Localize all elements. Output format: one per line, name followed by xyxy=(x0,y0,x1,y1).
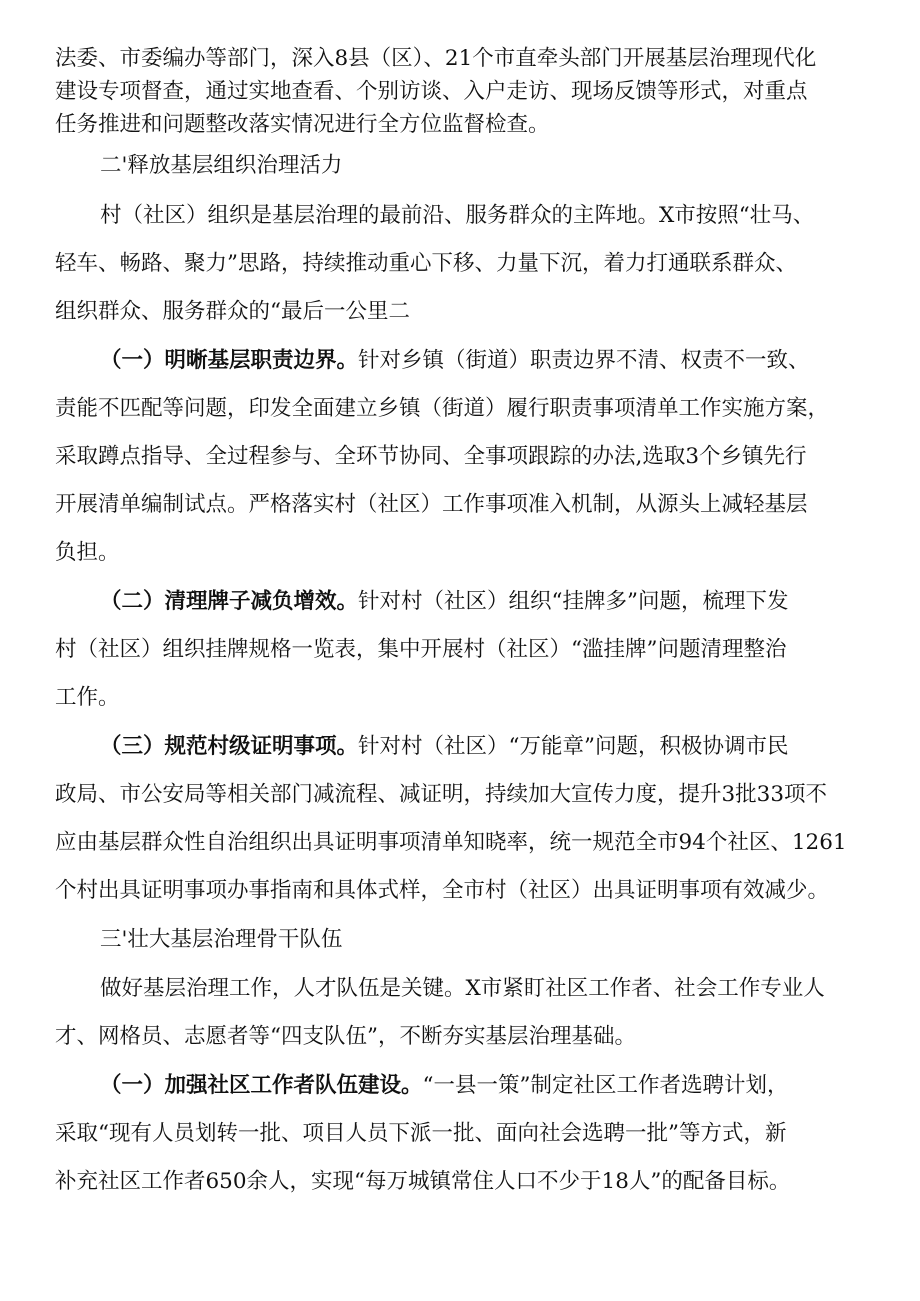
paragraph-line xyxy=(55,297,410,327)
paragraph-line xyxy=(55,780,827,810)
section-heading-text: 三'壮大基层治理骨干队伍 xyxy=(100,927,343,952)
line-text: 政局、市公安局等相关部门减流程、减证明，持续加大宣传力度，提升3批33项不 xyxy=(55,782,828,807)
line-text: 补充社区工作者650余人，实现“每万城镇常住人口不少于18人”的配备目标。 xyxy=(55,1169,791,1194)
line-text: 工作。 xyxy=(55,685,120,710)
paragraph-line xyxy=(55,44,816,74)
paragraph-line xyxy=(55,1119,787,1149)
paragraph-line xyxy=(55,876,829,906)
line-text: 针对村（社区）组织“挂牌多”问题，梳理下发 xyxy=(358,589,789,614)
line-text: 针对乡镇（街道）职责边界不清、权责不一致、 xyxy=(358,348,810,373)
subsection-heading: （二）清理牌子减负增效。 xyxy=(100,589,359,614)
paragraph-line xyxy=(55,77,808,107)
paragraph-line xyxy=(100,587,789,617)
paragraph-line xyxy=(100,201,814,231)
line-text: 个村出具证明事项办事指南和具体式样，全市村（社区）出具证明事项有效减少。 xyxy=(55,878,830,903)
section-heading-text: 二'释放基层组织治理活力 xyxy=(100,153,343,178)
line-text: 做好基层治理工作，人才队伍是关键。X市紧盯社区工作者、社会工作专业人 xyxy=(100,976,825,1001)
line-text: 法委、市委编办等部门，深入8县（区）、21个市直牵头部门开展基层治理现代化 xyxy=(55,46,817,71)
subsection-heading: （一）加强社区工作者队伍建设。 xyxy=(100,1073,423,1098)
paragraph-line xyxy=(55,442,807,472)
paragraph-line xyxy=(100,974,825,1004)
paragraph-line xyxy=(55,249,797,279)
line-text: 责能不匹配等问题，印发全面建立乡镇（街道）履行职责事项清单工作实施方案， xyxy=(55,396,830,421)
line-text: 采取蹲点指导、全过程参与、全环节协同、全事项跟踪的办法,选取3个乡镇先行 xyxy=(55,444,807,469)
paragraph-line xyxy=(55,683,120,713)
line-text: 才、网格员、志愿者等“四支队伍”，不断夯实基层治理基础。 xyxy=(55,1024,636,1049)
paragraph-line xyxy=(55,490,808,520)
line-text: 针对村（社区）“万能章”问题，积极协调市民 xyxy=(358,734,789,759)
paragraph-line xyxy=(55,828,847,858)
paragraph-line xyxy=(100,346,810,376)
line-text: 开展清单编制试点。严格落实村（社区）工作事项准入机制，从源头上减轻基层 xyxy=(55,492,808,517)
subsection-heading: （一）明晰基层职责边界。 xyxy=(100,348,359,373)
paragraph-line xyxy=(55,1167,790,1197)
line-text: 建设专项督查，通过实地查看、个别访谈、入户走访、现场反馈等形式，对重点 xyxy=(55,79,808,104)
line-text: 轻车、畅路、聚力”思路，持续推动重心下移、力量下沉，着力打通联系群众、 xyxy=(55,251,797,276)
paragraph-line xyxy=(100,732,789,762)
line-text: 村（社区）组织是基层治理的最前沿、服务群众的主阵地。X市按照“壮马、 xyxy=(100,203,815,228)
subsection-heading: （三）规范村级证明事项。 xyxy=(100,734,359,759)
paragraph-line xyxy=(55,1022,636,1052)
section-heading xyxy=(100,151,342,181)
line-text: 组织群众、服务群众的“最后一公里二 xyxy=(55,299,410,324)
paragraph-line xyxy=(55,538,120,568)
section-heading xyxy=(100,925,342,955)
line-text: “一县一策”制定社区工作者选聘计划， xyxy=(422,1073,789,1098)
paragraph-line xyxy=(55,394,829,424)
paragraph-line xyxy=(100,1071,789,1101)
line-text: 采取“现有人员划转一批、项目人员下派一批、面向社会选聘一批”等方式，新 xyxy=(55,1121,787,1146)
line-text: 村（社区）组织挂牌规格一览表，集中开展村（社区）“滥挂牌”问题清理整治 xyxy=(55,637,787,662)
paragraph-line xyxy=(55,635,787,665)
line-text: 应由基层群众性自治组织出具证明事项清单知晓率，统一规范全市94个社区、1261 xyxy=(55,830,847,855)
line-text: 负担。 xyxy=(55,540,120,565)
line-text: 任务推进和问题整改落实情况进行全方位监督检查。 xyxy=(55,112,550,137)
paragraph-line xyxy=(55,110,550,140)
